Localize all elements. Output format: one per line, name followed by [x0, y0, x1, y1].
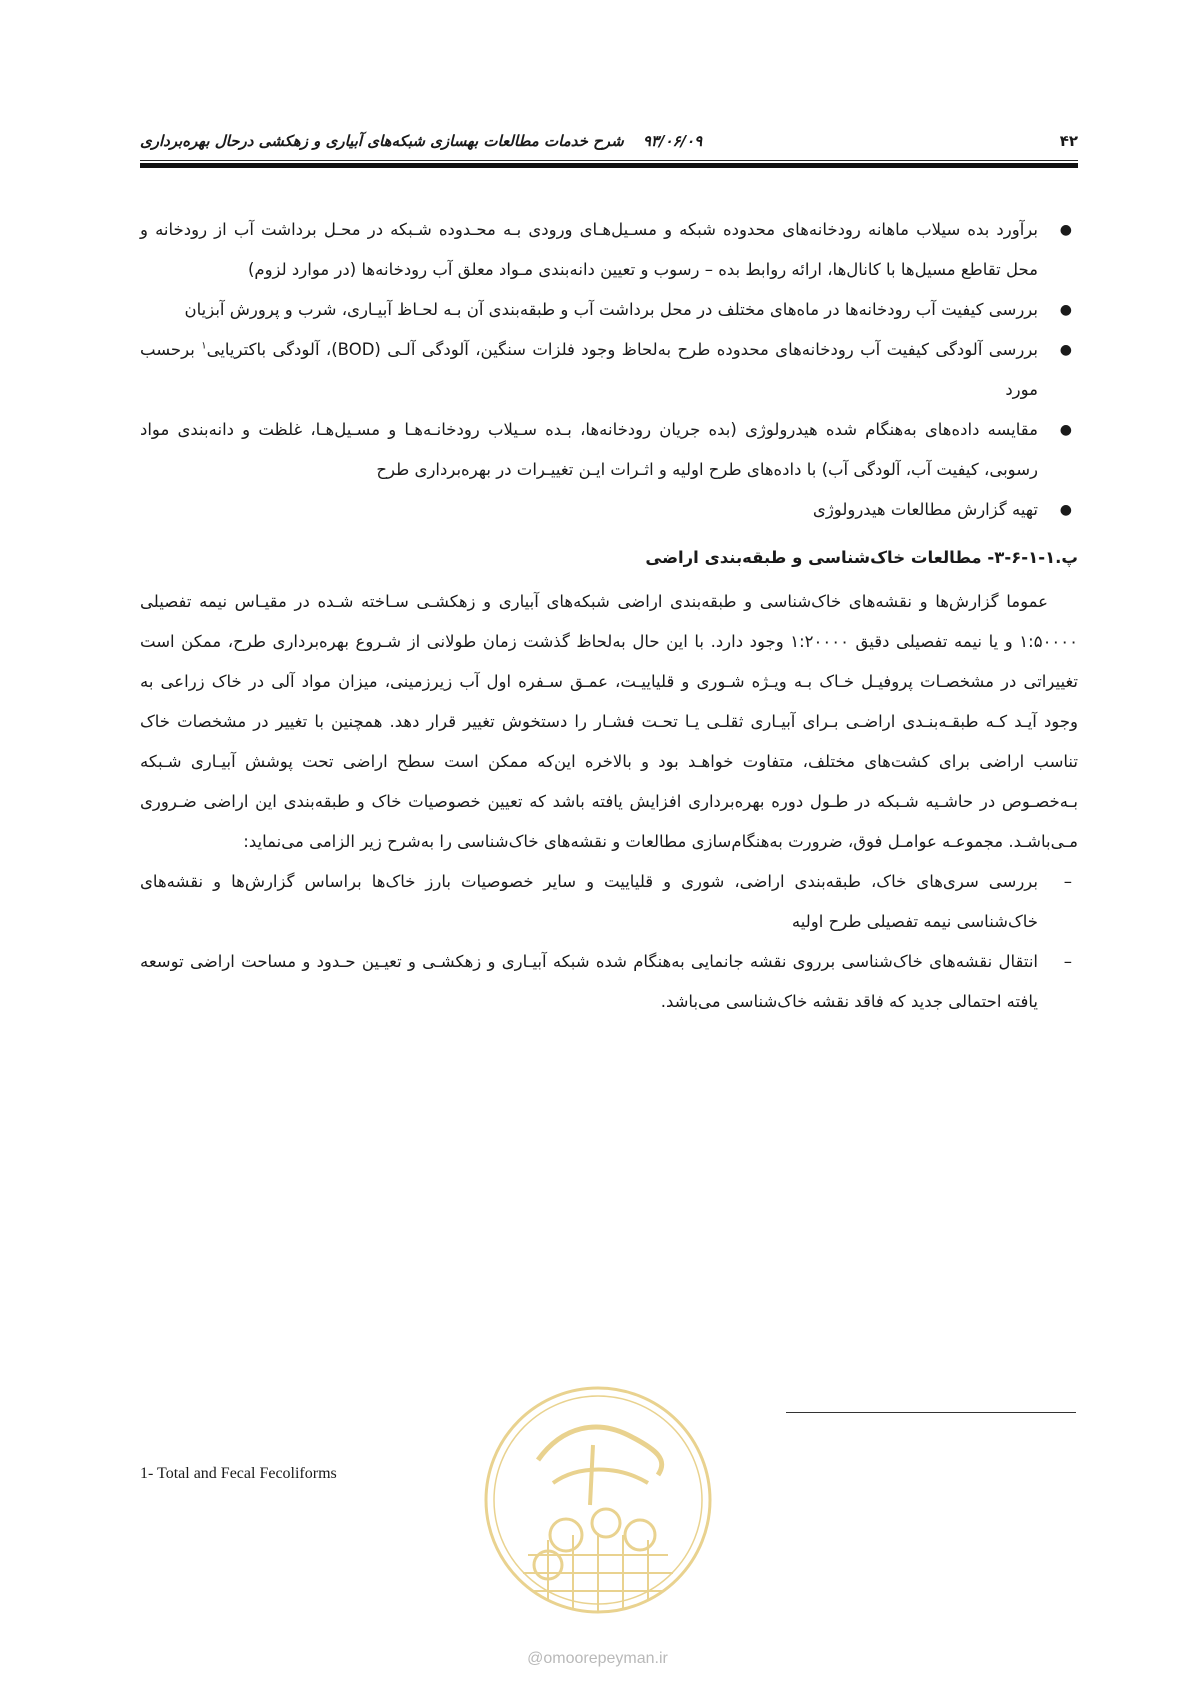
list-item: – بررسی سری‌های خاک، طبقه‌بندی اراضی، شوری و قلیاییت و سایر خصوصیات بارز خاک‌ها براساس گزارش‌ها و نقشه‌های خاک‌شناسی نیمه تفصیلی طرح اولیه [140, 862, 1078, 942]
bullet-icon: ● [1059, 342, 1072, 358]
watermark-text: @omoorepeyman.ir [527, 1650, 668, 1667]
bullet-list [140, 210, 1078, 530]
list-item: ● برآورد بده سیلاب ماهانه رودخانه‌های محدوده شبکه و مسـیل‌هـای ورودی بـه محـدوده شـبکه در محـل برداشت آب از رودخانه و محل تقاطع مسیل‌ها با کانال‌ها، ارائه روابط بده – رسوب و تعیین دانه‌بندی مـواد معلق آب رودخانه‌ها (در موارد لزوم) [140, 210, 1078, 290]
header-date: ۹۳/۰۶/۰۹ [642, 132, 703, 150]
main-content [140, 210, 1078, 1022]
header-rule [140, 160, 1078, 161]
body-paragraph: عموما گزارش‌ها و نقشه‌های خاک‌شناسی و طبقه‌بندی اراضی شبکه‌های آبیاری و زهکشـی سـاخته شـده در مقیـاس نیمه تفصیلی ۱:۵۰۰۰۰ و یا نیمه تفصیلی دقیق ۱:۲۰۰۰۰ وجود دارد. با این حال به‌لحاظ گذشت زمان طولانی از شـروع بهره‌برداری طرح، ممکن است تغییراتی در مشخصـات پروفیـل خـاک بـه ویـژه شـوری و قلیاییـت، عمـق سـفره اول آب زیرزمینی، میزان مواد آلی در خاک زراعی به وجود آیـد کـه طبقـه‌بنـدی اراضـی بـرای آبیـاری ثقلـی یـا تحـت فشـار را دستخوش تغییر قرار دهد. همچنین با تغییر در مشخصات خاک تناسب اراضی برای کشت‌های مختلف، متفاوت خواهـد بود و بالاخره این‌که ممکن است سطح اراضی تحت پوشش آبیـاری شـبکه بـه‌خصـوص در حاشـیه شـبکه در طـول دوره بهره‌برداری افزایش یافته باشد که تعیین خصوصیات خاک و طبقه‌بندی این اراضی ضـروری مـی‌باشـد. مجموعـه عوامـل فوق، ضرورت به‌هنگام‌سازی مطالعات و نقشه‌های خاک‌شناسی را به‌شرح زیر الزامی می‌نماید: [140, 592, 1079, 851]
bullet-icon: ● [1059, 302, 1072, 318]
dash-list [140, 862, 1078, 1022]
list-item: – انتقال نقشه‌های خاک‌شناسی برروی نقشه جانمایی به‌هنگام شده شبکه آبیـاری و زهکشـی و تعیـین حـدود و مساحت اراضی توسعه یافته احتمالی جدید که فاقد نقشه خاک‌شناسی می‌باشد. [140, 942, 1078, 1022]
page-header [140, 128, 1078, 158]
list-item: ● بررسی آلودگی کیفیت آب رودخانه‌های محدوده طرح به‌لحاظ وجود فلزات سنگین، آلودگی آلـی (BOD)، آلودگی باکتریایی$^۱$ برحسب مورد [140, 330, 1078, 410]
header-rule-thick [140, 163, 1078, 168]
footnote-separator [786, 1412, 1076, 1413]
list-item: ● بررسی کیفیت آب رودخانه‌ها در ماه‌های مختلف در محل برداشت آب و طبقه‌بندی آن بـه لحـاظ آبیـاری، شرب و پرورش آبزیان [140, 290, 1078, 330]
bullet-icon: ● [1059, 422, 1072, 438]
list-item: ● تهیه گزارش مطالعات هیدرولوژی [140, 490, 1078, 530]
footnote: 1- Total and Fecal Fecoliforms [140, 1465, 337, 1482]
dash-icon: – [1063, 952, 1072, 971]
list-item: ● مقایسه داده‌های به‌هنگام شده هیدرولوژی (بده جریان رودخانه‌ها، بـده سـیلاب رودخانـه‌هـا و مسـیل‌هـا، غلظت و دانه‌بندی مواد رسوبی، کیفیت آب، آلودگی آب) با داده‌های طرح اولیه و اثـرات ایـن تغییـرات در بهره‌برداری طرح [140, 410, 1078, 490]
dash-icon: – [1063, 872, 1072, 891]
running-title [140, 132, 702, 150]
footnote-reference[interactable]: ۱ [201, 340, 207, 352]
stamp-logo-icon [478, 1365, 718, 1635]
header-title: شرح خدمات مطالعات بهسازی شبکه‌های آبیاری و زهکشی درحال بهره‌برداری [140, 132, 624, 150]
section-heading: پ.۱-۱-۶-۳- مطالعات خاک‌شناسی و طبقه‌بندی اراضی [645, 548, 1078, 567]
bullet-icon: ● [1059, 502, 1072, 518]
bullet-icon: ● [1059, 222, 1072, 238]
page-number: ۴۲ [1059, 132, 1078, 150]
